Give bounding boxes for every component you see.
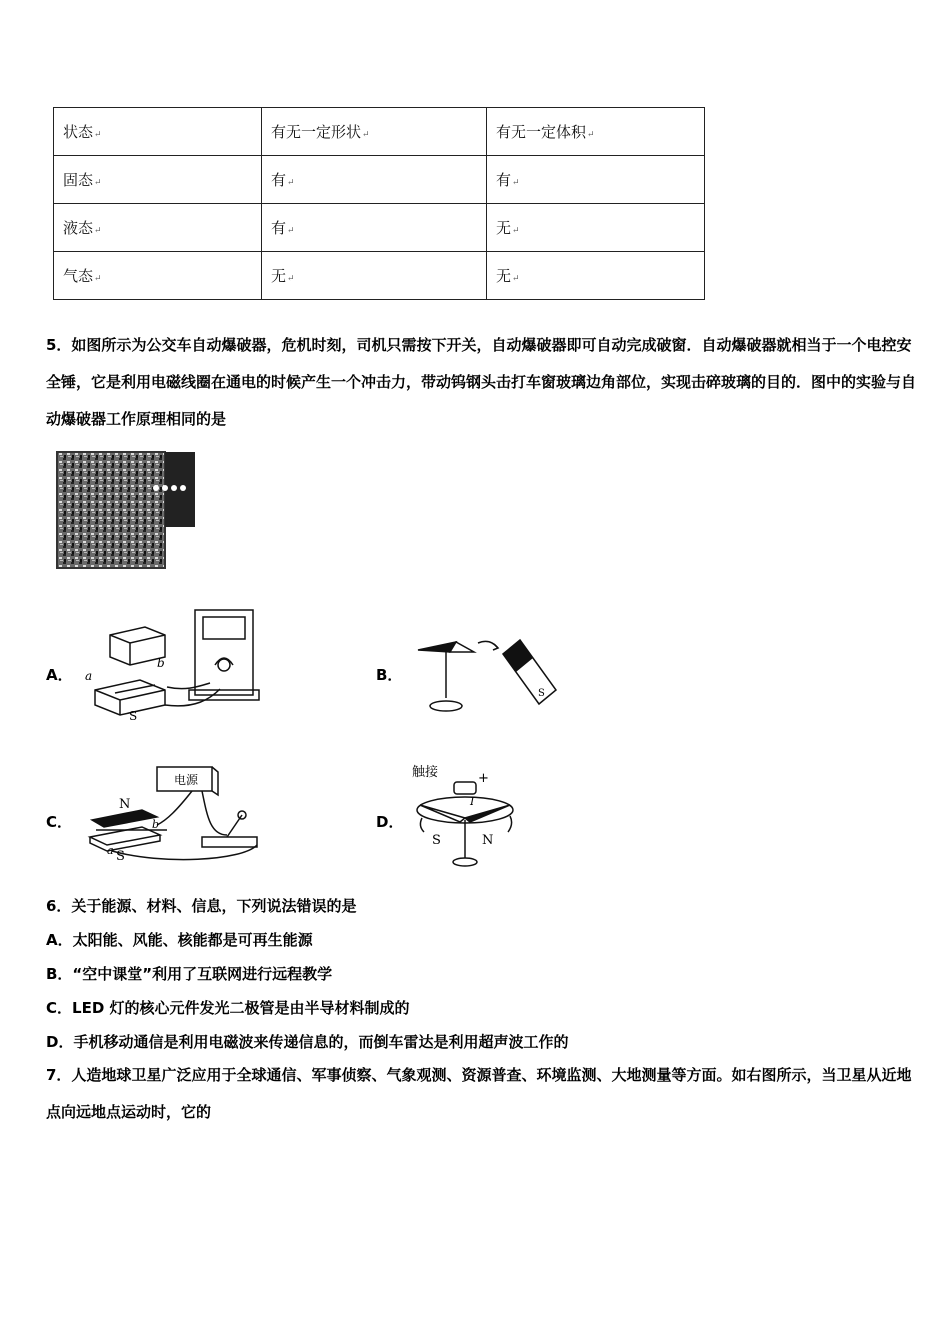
table-row: [54, 156, 705, 204]
table-cell: 状态↵: [54, 108, 262, 156]
current-label: I: [470, 795, 475, 808]
states-table: [53, 107, 705, 300]
option-a-figure: [85, 605, 265, 720]
label-s: S: [538, 688, 545, 699]
table-row: [54, 252, 705, 300]
plus-label: +: [478, 771, 489, 786]
table-cell: 有无一定形状↵: [262, 108, 487, 156]
label-n: N: [482, 833, 494, 848]
table-cell: 有↵: [262, 156, 487, 204]
label-b: b: [157, 656, 165, 670]
label-b: b: [152, 818, 160, 831]
table-cell: 无↵: [487, 252, 705, 300]
table-cell: 有↵: [487, 156, 705, 204]
label-a: a: [107, 844, 114, 857]
option-d-label: D．: [376, 813, 404, 831]
table-cell: 液态↵: [54, 204, 262, 252]
table-row: [54, 204, 705, 252]
question-6-option-d: D．手机移动通信是利用电磁波来传递信息的，而倒车雷达是利用超声波工作的: [46, 1033, 569, 1051]
table-cell: 无↵: [487, 204, 705, 252]
table-header-row: [54, 108, 705, 156]
table-cell: 固态↵: [54, 156, 262, 204]
question-5-text: 5．如图所示为公交车自动爆破器，危机时刻，司机只需按下开关，自动爆破器即可自动完成破窗．自动爆破器就相当于一个电控安全锤，它是利用电磁线圈在通电的时候产生一个冲击力，带动钨钢头击打车窗玻璃边角部位，实现击碎玻璃的目的．图中的实验与自动爆破器工作原理相同的是: [46, 336, 917, 428]
option-c-label: C．: [46, 813, 73, 831]
question-6-stem: 6．关于能源、材料、信息，下列说法错误的是: [46, 897, 357, 915]
option-a-label: A．: [46, 666, 73, 684]
label-n: N: [119, 797, 131, 812]
question-7-text: 7．人造地球卫星广泛应用于全球通信、军事侦察、气象观测、资源普查、环境监测、大地测量等方面。如右图所示，当卫星从近地点向远地点运动时，它的: [46, 1066, 912, 1121]
bus-breaker-photo: [55, 450, 200, 575]
question-6-option-a: A．太阳能、风能、核能都是可再生能源: [46, 931, 313, 949]
label-a: a: [85, 669, 93, 683]
label-s: S: [129, 709, 138, 720]
table-cell: 有无一定体积↵: [487, 108, 705, 156]
table-cell: 无↵: [262, 252, 487, 300]
label-s: S: [116, 849, 125, 864]
question-6-option-c: C．LED 灯的核心元件发光二极管是由半导材料制成的: [46, 999, 410, 1017]
option-c-figure: [82, 765, 267, 865]
option-d-figure: [410, 760, 525, 875]
power-supply-label: 电源: [174, 773, 199, 787]
option-b-label: B．: [376, 666, 403, 684]
touch-label: 触接: [412, 765, 439, 780]
table-cell: 气态↵: [54, 252, 262, 300]
question-6-option-b: B．“空中课堂”利用了互联网进行远程教学: [46, 965, 333, 983]
table-cell: 有↵: [262, 204, 487, 252]
option-b-figure: [408, 628, 568, 718]
label-s: S: [432, 833, 441, 848]
